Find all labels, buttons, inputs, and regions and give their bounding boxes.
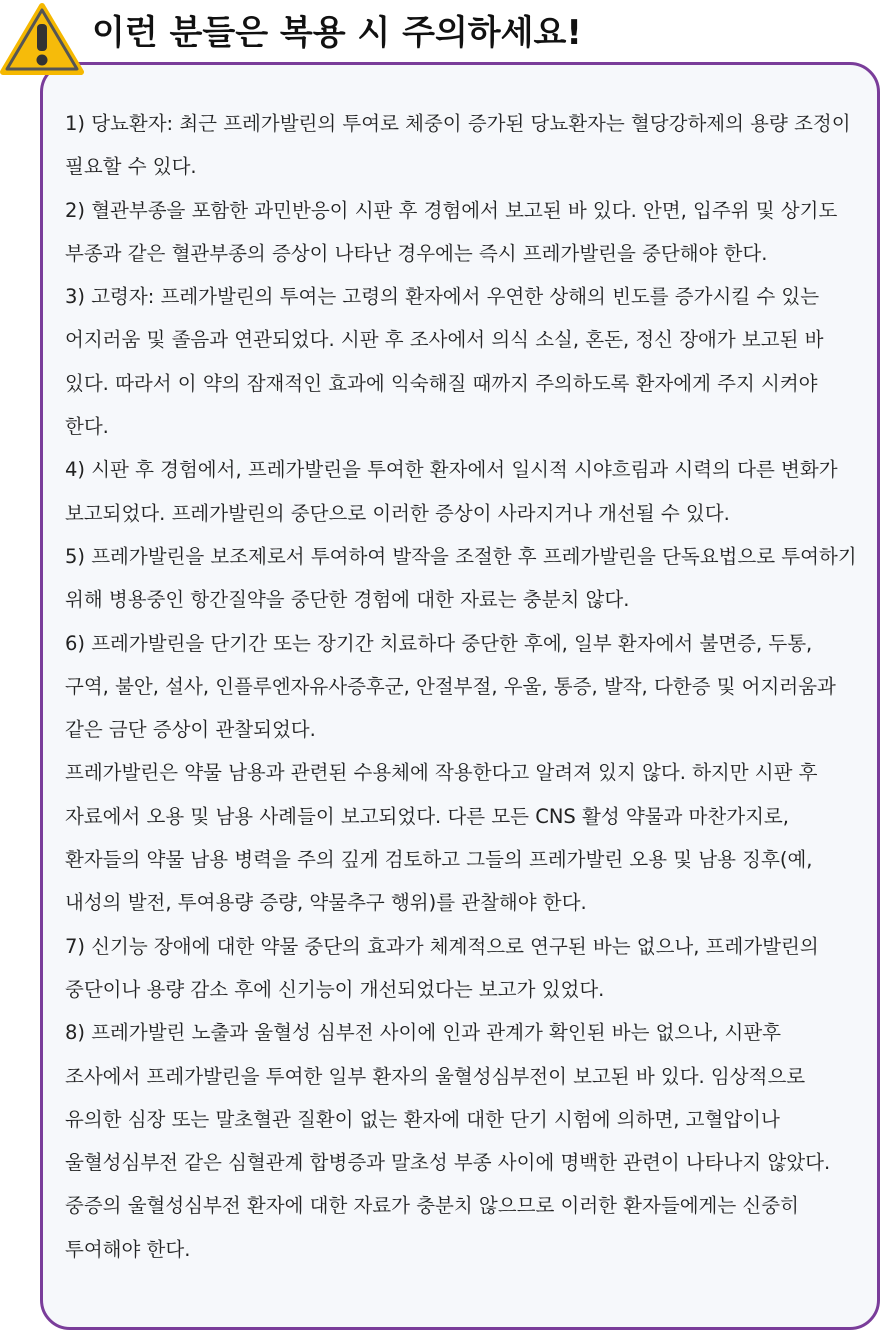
notice-list bbox=[65, 102, 857, 1271]
notice-box bbox=[40, 62, 880, 1330]
notice-item-5: 5) 프레가발린을 보조제로서 투여하여 발작을 조절한 후 프레가발린을 단독요법으로 투여하기 위해 병용중인 항간질약을 중단한 경험에 대한 자료는 충분치 않다. bbox=[65, 544, 857, 612]
notice-item-4: 4) 시판 후 경험에서, 프레가발린을 투여한 환자에서 일시적 시야흐림과 시력의 다른 변화가 보고되었다. 프레가발린의 중단으로 이러한 증상이 사라지거나 개선될 수 있다. bbox=[65, 458, 838, 525]
notice-item-8: 8) 프레가발린 노출과 울혈성 심부전 사이에 인과 관계가 확인된 바는 없으나, 시판후 조사에서 프레가발린을 투여한 일부 환자의 울혈성심부전이 보고된 바 있다. 임상적으로 유의한 심장 또는 말초혈관 질환이 없는 환자에 대한 단기 시험에 의하면, 고혈압이나 울혈성심부전 같은 심혈관계 합병증과 말초성 부종 사이에 명백한 관련이 나타나지 않았다. 중증의 울혈성심부전 환자에 대한 자료가 충분치 않으므로 이러한 환자들에게는 신중히 투여해야 한다. bbox=[65, 1021, 831, 1261]
notice-item-1: 1) 당뇨환자: 최근 프레가발린의 투여로 체중이 증가된 당뇨환자는 혈당강하제의 용량 조정이 필요할 수 있다. bbox=[65, 112, 851, 179]
page-title: 이런 분들은 복용 시 주의하세요! bbox=[92, 13, 582, 53]
notice-item-3: 3) 고령자: 프레가발린의 투여는 고령의 환자에서 우연한 상해의 빈도를 증가시킬 수 있는 어지러움 및 졸음과 연관되었다. 시판 후 조사에서 의식 소실, 혼돈, 정신 장애가 보고된 바 있다. 따라서 이 약의 잠재적인 효과에 익숙해질 때까지 주의하도록 환자에게 주지 시켜야 한다. bbox=[65, 285, 824, 439]
notice-item-2: 2) 혈관부종을 포함한 과민반응이 시판 후 경험에서 보고된 바 있다. 안면, 입주위 및 상기도 부종과 같은 혈관부종의 증상이 나타난 경우에는 즉시 프레가발린을 중단해야 한다. bbox=[65, 198, 838, 265]
notice-item-6: 6) 프레가발린을 단기간 또는 장기간 치료하다 중단한 후에, 일부 환자에서 불면증, 두통, 구역, 불안, 설사, 인플루엔자유사증후군, 안절부절, 우울, 통증, 발작, 다한증 및 어지러움과 같은 금단 증상이 관찰되었다. bbox=[65, 631, 836, 742]
notice-item-7: 7) 신기능 장애에 대한 약물 중단의 효과가 체계적으로 연구된 바는 없으나, 프레가발린의 중단이나 용량 감소 후에 신기능이 개선되었다는 보고가 있었다. bbox=[65, 934, 819, 1001]
warning-icon bbox=[0, 2, 84, 76]
notice-item-6-continued: 프레가발린은 약물 남용과 관련된 수용체에 작용한다고 알려져 있지 않다. 하지만 시판 후 자료에서 오용 및 남용 사례들이 보고되었다. 다른 모든 CNS 활성 약물과 마찬가지로, 환자들의 약물 남용 병력을 주의 깊게 검토하고 그들의 프레가발린 오용 및 남용 징후(예, 내성의 발전, 투여용량 증량, 약물추구 행위)를 관찰해야 한다. bbox=[65, 761, 818, 915]
